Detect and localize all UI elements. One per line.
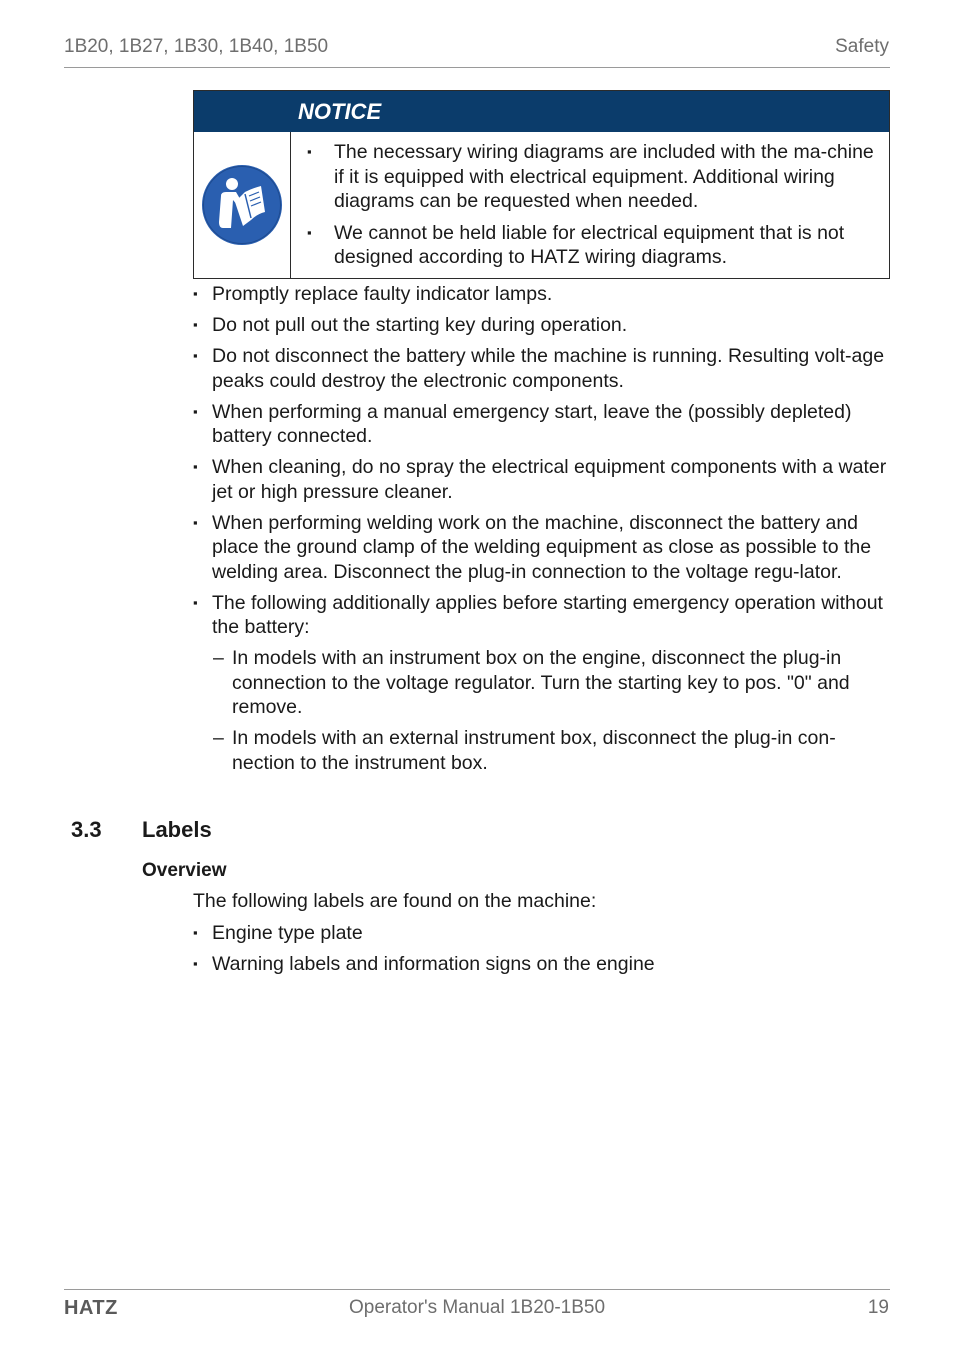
safety-list xyxy=(193,282,890,640)
header-chapter: Safety xyxy=(835,36,889,57)
read-manual-icon xyxy=(199,162,285,248)
list-item: ▪ When cleaning, do no spray the electrical equipment components with a water jet or high pressure cleaner. xyxy=(193,455,890,504)
subheading: Overview xyxy=(142,860,227,881)
list-item: ▪ Do not disconnect the battery while the machine is running. Resulting volt-age peaks could destroy the electronic components. xyxy=(193,344,890,393)
list-item: ▪ When performing a manual emergency start, leave the (possibly depleted) battery connected. xyxy=(193,400,890,449)
list-item: ▪ Warning labels and information signs on the engine xyxy=(193,952,890,977)
safety-sublist xyxy=(193,646,890,775)
notice-box xyxy=(193,90,890,279)
section-title: Labels xyxy=(142,817,212,842)
list-item: ▪ We cannot be held liable for electrical equipment that is not designed according to HATZ wiring diagrams. xyxy=(307,221,877,270)
footer-logo: HATZ xyxy=(64,1297,118,1319)
list-item: ▪ Promptly replace faulty indicator lamps. xyxy=(193,282,890,307)
labels-list-block xyxy=(193,921,890,983)
notice-text xyxy=(291,132,889,278)
list-item: ▪ When performing welding work on the machine, disconnect the battery and place the ground clamp of the welding equipment as close as possible to the welding area. Disconnect the plug-in connection to the voltage regu-lator. xyxy=(193,511,890,585)
sublist-item: – In models with an external instrument box, disconnect the plug-in con-nection to the instrument box. xyxy=(193,726,890,775)
notice-title: NOTICE xyxy=(298,99,382,124)
list-item: ▪ Do not pull out the starting key during operation. xyxy=(193,313,890,338)
list-item: ▪ The necessary wiring diagrams are included with the ma-chine if it is equipped with electrical equipment. Additional wiring diagrams can be requested when needed. xyxy=(307,140,877,214)
list-item: ▪ Engine type plate xyxy=(193,921,890,946)
header-models: 1B20, 1B27, 1B30, 1B40, 1B50 xyxy=(64,36,329,57)
footer-manual-title: Operator's Manual 1B20-1B50 xyxy=(348,1297,606,1318)
sublist-item: – In models with an instrument box on the engine, disconnect the plug-in connection to the voltage regulator. Turn the starting key to pos. "0" and remove. xyxy=(193,646,890,720)
section-intro: The following labels are found on the machine: xyxy=(193,890,597,912)
notice-header xyxy=(194,91,889,132)
page-number: 19 xyxy=(867,1297,889,1318)
footer-rule xyxy=(64,1289,890,1290)
notice-list xyxy=(307,140,877,270)
header-rule xyxy=(64,67,890,68)
safety-list-block xyxy=(193,282,890,782)
labels-list xyxy=(193,921,890,977)
section-number: 3.3 xyxy=(71,817,102,842)
notice-icon-cell xyxy=(194,132,291,278)
notice-body xyxy=(194,132,889,278)
list-item: ▪ The following additionally applies before starting emergency operation without the battery: xyxy=(193,591,890,640)
